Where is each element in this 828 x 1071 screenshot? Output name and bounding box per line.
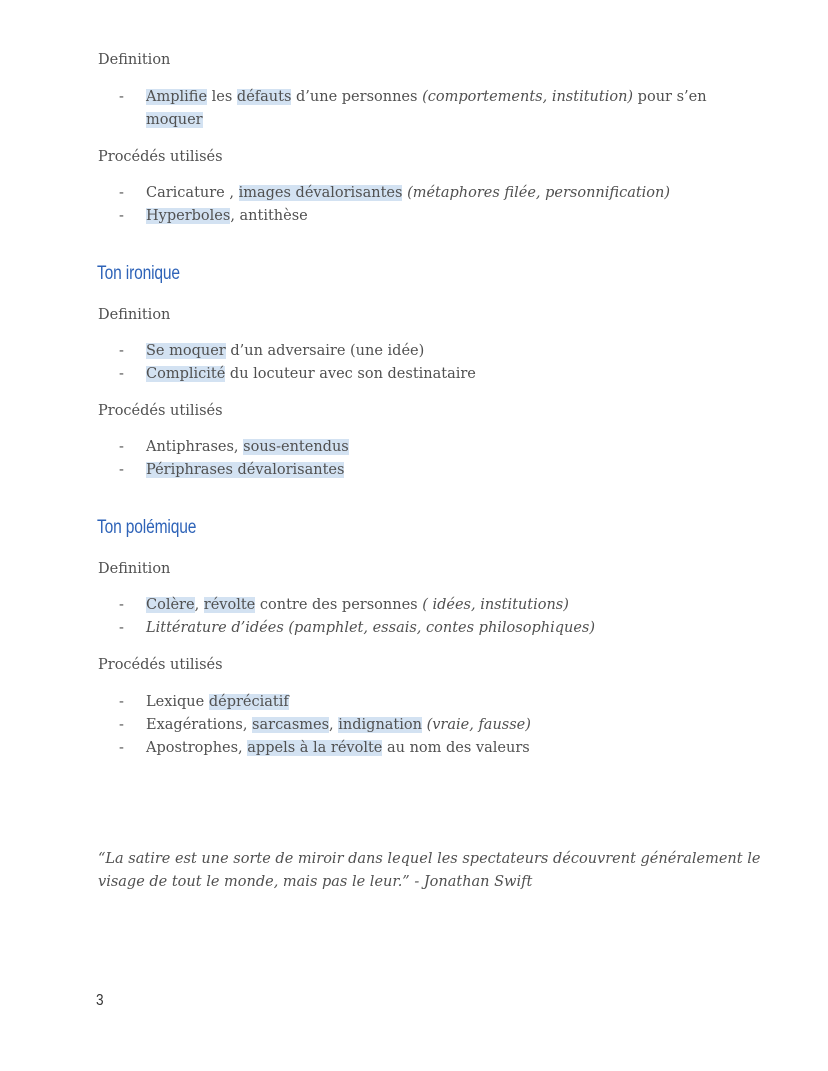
list-item-text [146, 439, 349, 455]
highlight: Hyperboles [146, 208, 231, 224]
highlight: appels à la révolte [247, 740, 383, 756]
list-item-text [146, 89, 707, 105]
definition-label: Definition [98, 307, 171, 323]
quote-line: “La satire est une sorte de miroir dans lequel les spectateurs découvrent généralement le [98, 851, 761, 867]
bullet-dash: - [119, 740, 124, 756]
text: , [329, 717, 339, 733]
text: Lexique [146, 694, 209, 710]
bullet-dash: - [119, 366, 124, 382]
text: les [207, 89, 237, 105]
highlight: indignation [338, 717, 422, 733]
highlight: Se moquer [146, 343, 226, 359]
highlight: Amplifie [146, 89, 208, 105]
text: , [194, 597, 204, 613]
bullet-dash: - [119, 717, 124, 733]
list-item-text [146, 366, 476, 382]
highlight: moquer [146, 112, 203, 128]
bullet-dash: - [119, 208, 124, 224]
bullet-dash: - [119, 439, 124, 455]
highlight: Périphrases dévalorisantes [146, 462, 345, 478]
list-item-continuation [146, 112, 203, 128]
highlight: sarcasmes [252, 717, 330, 733]
text: d’une personnes [291, 89, 423, 105]
page-number: 3 [96, 992, 104, 1009]
bullet-dash: - [119, 185, 124, 201]
bullet-dash: - [119, 620, 124, 636]
text: Antiphrases, [146, 439, 244, 455]
procedes-label: Procédés utilisés [98, 657, 223, 673]
italic-text: (comportements, institution) [422, 89, 634, 105]
list-item-text [146, 740, 530, 756]
text: du locuteur avec son destinataire [225, 366, 476, 382]
text: Caricature , [146, 185, 239, 201]
text: , antithèse [230, 208, 308, 224]
text: au nom des valeurs [382, 740, 530, 756]
text: contre des personnes [255, 597, 423, 613]
italic-text: (vraie, fausse) [426, 717, 531, 733]
quote-line: visage de tout le monde, mais pas le leur.” - Jonathan Swift [98, 874, 533, 890]
highlight: sous-entendus [243, 439, 349, 455]
bullet-dash: - [119, 343, 124, 359]
highlight: Complicité [146, 366, 226, 382]
list-item-text [146, 620, 595, 636]
list-item-text [146, 343, 424, 359]
text: Exagérations, [146, 717, 253, 733]
definition-label: Definition [98, 561, 171, 577]
list-item-text [146, 694, 289, 710]
highlight: défauts [236, 89, 292, 105]
list-item-text [146, 185, 670, 201]
highlight: dépréciatif [208, 694, 289, 710]
quote [98, 848, 760, 894]
section-heading-ironique: Ton ironique [97, 263, 180, 284]
bullet-dash: - [119, 89, 124, 105]
list-item-text [146, 717, 531, 733]
italic-text: (métaphores filée, personnification) [407, 185, 671, 201]
highlight: images dévalorisantes [238, 185, 403, 201]
list-item-text [146, 597, 569, 613]
bullet-dash: - [119, 694, 124, 710]
bullet-dash: - [119, 597, 124, 613]
highlight: Colère [146, 597, 195, 613]
highlight: révolte [203, 597, 256, 613]
procedes-label: Procédés utilisés [98, 403, 223, 419]
list-item-text [146, 208, 308, 224]
definition-label: Definition [98, 52, 171, 68]
bullet-dash: - [119, 462, 124, 478]
italic-text: Littérature d’idées (pamphlet, essais, contes philosophiques) [146, 620, 596, 636]
section-heading-polemique: Ton polémique [97, 517, 197, 538]
procedes-label: Procédés utilisés [98, 149, 223, 165]
text: d’un adversaire (une idée) [225, 343, 425, 359]
text: pour s’en [633, 89, 707, 105]
text: Apostrophes, [146, 740, 248, 756]
list-item-text [146, 462, 344, 478]
italic-text: ( idées, institutions) [422, 597, 569, 613]
